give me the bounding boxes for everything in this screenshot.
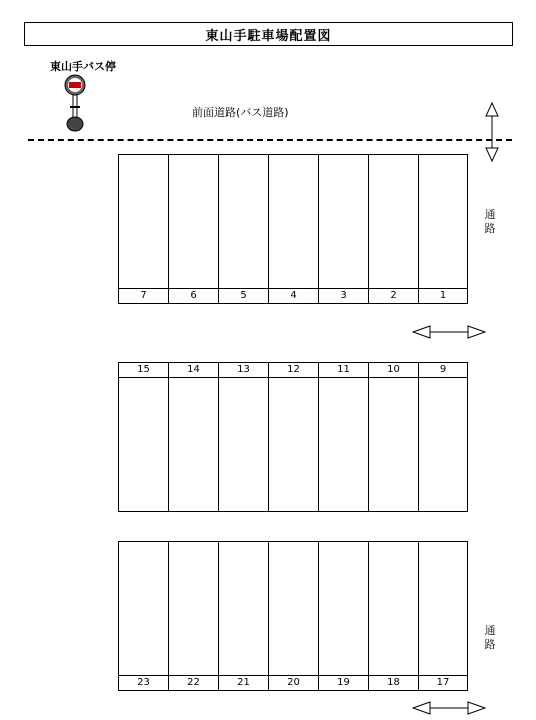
- stall-number: 20: [269, 676, 319, 690]
- vertical-double-arrow-icon: [484, 102, 500, 162]
- aisle-label: 通路: [484, 624, 496, 651]
- parking-lot-top: [118, 154, 468, 304]
- parking-stall: [169, 363, 219, 511]
- stall-number: 10: [369, 363, 419, 377]
- stall-number: 12: [269, 363, 319, 377]
- stall-number: 5: [219, 289, 269, 303]
- parking-stall: [219, 363, 269, 511]
- horizontal-double-arrow-icon: [412, 324, 486, 340]
- parking-stall: [419, 155, 467, 303]
- road-label: 前面道路(バス道路): [192, 106, 289, 119]
- road-boundary-line: [28, 139, 512, 141]
- parking-lot-bottom: [118, 541, 468, 691]
- parking-stall: [219, 542, 269, 690]
- parking-stall: [369, 155, 419, 303]
- parking-stall: [419, 363, 467, 511]
- stall-number: 17: [436, 677, 450, 688]
- parking-stall: [319, 542, 369, 690]
- stall-number: 18: [369, 676, 419, 690]
- parking-stall: [119, 363, 169, 511]
- parking-stall: [369, 542, 419, 690]
- parking-stall: [169, 155, 219, 303]
- parking-stall: [169, 542, 219, 690]
- parking-stall: [119, 542, 169, 690]
- stall-number: 11: [319, 363, 369, 377]
- page-title: 東山手駐車場配置図: [24, 22, 513, 46]
- parking-stall: [319, 363, 369, 511]
- bus-stop-label: 東山手バス停: [50, 60, 116, 73]
- parking-stall: [269, 155, 319, 303]
- horizontal-double-arrow-icon: [412, 700, 486, 716]
- parking-lot-middle: [118, 362, 468, 512]
- stall-number: 2: [369, 289, 419, 303]
- stall-number: 9: [439, 364, 447, 375]
- stall-number: 7: [119, 289, 169, 303]
- stall-number: 14: [169, 363, 219, 377]
- stall-number: 21: [219, 676, 269, 690]
- stall-number: 15: [119, 363, 169, 377]
- parking-stall: [269, 363, 319, 511]
- parking-stall: [369, 363, 419, 511]
- stall-number: 1: [439, 290, 447, 301]
- bus-stop-sign-icon: [62, 72, 88, 134]
- stall-number: 19: [319, 676, 369, 690]
- parking-stall: [419, 542, 467, 690]
- stall-number: 4: [269, 289, 319, 303]
- stall-number: 6: [169, 289, 219, 303]
- stall-number: 22: [169, 676, 219, 690]
- parking-stall: [219, 155, 269, 303]
- stall-number: 13: [219, 363, 269, 377]
- stall-number: 23: [119, 676, 169, 690]
- aisle-label: 通路: [484, 208, 496, 235]
- parking-stall: [319, 155, 369, 303]
- parking-stall: [269, 542, 319, 690]
- stall-number: 3: [319, 289, 369, 303]
- parking-stall: [119, 155, 169, 303]
